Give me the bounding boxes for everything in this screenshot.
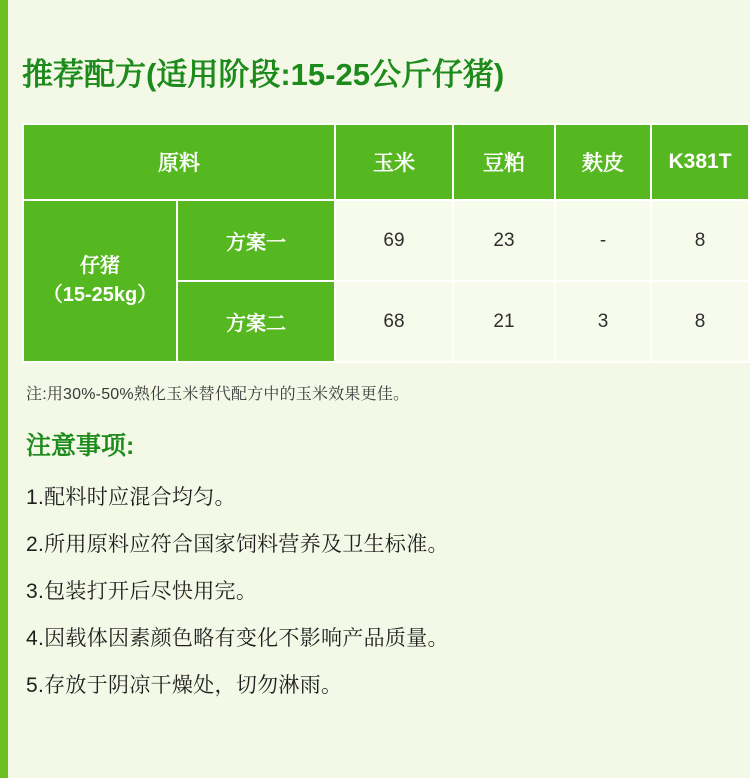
notice-heading: 注意事项: <box>26 432 135 461</box>
row-header-line-2: （15-25kg） <box>42 284 158 307</box>
list-item: 1.配料时应混合均匀。 <box>26 486 236 510</box>
table-body <box>23 200 749 362</box>
cell-plan2-bran: 3 <box>555 281 651 362</box>
page-title: 推荐配方(适用阶段:15-25公斤仔猪) <box>22 57 505 92</box>
column-header-soybean-meal: 豆粕 <box>453 124 555 200</box>
list-item: 3.包装打开后尽快用完。 <box>26 580 258 604</box>
cell-plan2-k381t: 8 <box>651 281 749 362</box>
table-footnote: 注:用30%-50%熟化玉米替代配方中的玉米效果更佳。 <box>26 386 410 404</box>
cell-plan1-soybean-meal: 23 <box>453 200 555 281</box>
cell-plan2-soybean-meal: 21 <box>453 281 555 362</box>
list-item: 4.因载体因素颜色略有变化不影响产品质量。 <box>26 627 449 651</box>
table-row <box>23 200 749 281</box>
formula-table <box>22 123 750 363</box>
cell-plan1-bran: - <box>555 200 651 281</box>
formula-table-container <box>22 123 732 363</box>
list-item: 2.所用原料应符合国家饲料营养及卫生标准。 <box>26 533 449 557</box>
column-header-bran: 麸皮 <box>555 124 651 200</box>
cell-plan2-corn: 68 <box>335 281 453 362</box>
notice-list <box>26 474 728 709</box>
row-header-piglet-group <box>23 200 177 362</box>
cell-plan1-corn: 69 <box>335 200 453 281</box>
plan-label-1: 方案一 <box>177 200 335 281</box>
column-header-material: 原料 <box>23 124 335 200</box>
row-header-line-1: 仔猪 <box>80 255 120 278</box>
table-header <box>23 124 749 200</box>
table-header-row <box>23 124 749 200</box>
cell-plan1-k381t: 8 <box>651 200 749 281</box>
list-item: 5.存放于阴凉干燥处，切勿淋雨。 <box>26 674 343 698</box>
plan-label-2: 方案二 <box>177 281 335 362</box>
column-header-k381t: K381T <box>651 124 749 200</box>
column-header-corn: 玉米 <box>335 124 453 200</box>
